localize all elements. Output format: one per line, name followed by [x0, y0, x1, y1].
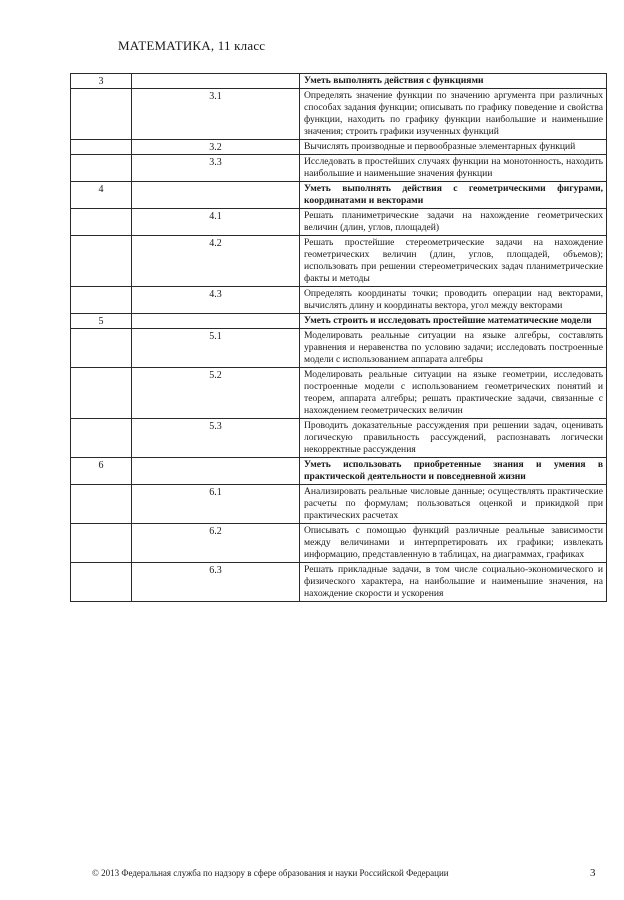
- section-code: 3: [71, 74, 132, 89]
- section-code: [71, 563, 132, 602]
- section-code: [71, 236, 132, 287]
- subsection-row: [71, 563, 607, 602]
- section-code: 5: [71, 314, 132, 329]
- subsection-code: 6.2: [132, 524, 300, 563]
- requirement-text: Уметь использовать приобретенные знания и умения в практической деятельности и повседневной жизни: [300, 458, 607, 485]
- section-code: 4: [71, 182, 132, 209]
- section-row: [71, 74, 607, 89]
- section-code: [71, 155, 132, 182]
- subsection-code: [132, 314, 300, 329]
- section-code: [71, 485, 132, 524]
- subsection-row: [71, 524, 607, 563]
- requirement-text: Определять координаты точки; проводить операции над векторами, вычислять длину и координаты вектора, угол между векторами: [300, 287, 607, 314]
- section-row: [71, 182, 607, 209]
- subsection-code: 4.2: [132, 236, 300, 287]
- subsection-code: 3.2: [132, 140, 300, 155]
- subsection-code: 5.3: [132, 419, 300, 458]
- section-code: [71, 524, 132, 563]
- subsection-row: [71, 368, 607, 419]
- requirement-text: Уметь выполнять действия с геометрическими фигурами, координатами и векторами: [300, 182, 607, 209]
- subsection-code: 4.3: [132, 287, 300, 314]
- subsection-row: [71, 89, 607, 140]
- subsection-code: 3.3: [132, 155, 300, 182]
- subsection-row: [71, 485, 607, 524]
- subsection-code: 4.1: [132, 209, 300, 236]
- subsection-code: 6.1: [132, 485, 300, 524]
- section-code: [71, 209, 132, 236]
- requirement-text: Решать прикладные задачи, в том числе социально-экономического и физического характера, на наибольшие и наименьшие значения, на нахождение скорости и ускорения: [300, 563, 607, 602]
- requirement-text: Проводить доказательные рассуждения при решении задач, оценивать логическую правильность рассуждений, распознавать логически некорректные рассуждения: [300, 419, 607, 458]
- subsection-row: [71, 140, 607, 155]
- subsection-row: [71, 419, 607, 458]
- section-code: [71, 419, 132, 458]
- section-row: [71, 458, 607, 485]
- section-code: [71, 287, 132, 314]
- subsection-row: [71, 287, 607, 314]
- requirement-text: Уметь выполнять действия с функциями: [300, 74, 607, 89]
- requirements-table-body: [71, 74, 607, 602]
- subsection-row: [71, 155, 607, 182]
- subsection-code: 5.1: [132, 329, 300, 368]
- subsection-code: 3.1: [132, 89, 300, 140]
- requirements-table: [70, 73, 607, 602]
- subsection-code: 6.3: [132, 563, 300, 602]
- requirement-text: Описывать с помощью функций различные реальные зависимости между величинами и интерпретировать их графики; извлекать информацию, представленную в таблицах, на диаграммах, графиках: [300, 524, 607, 563]
- footer-copyright: © 2013 Федеральная служба по надзору в сфере образования и науки Российской Федерации: [92, 868, 449, 878]
- requirement-text: Моделировать реальные ситуации на языке геометрии, исследовать построенные модели с использованием геометрических понятий и теорем, аппарата алгебры; решать практические задачи, связанные с нахождением геометрических величин: [300, 368, 607, 419]
- subsection-code: [132, 458, 300, 485]
- requirement-text: Уметь строить и исследовать простейшие математические модели: [300, 314, 607, 329]
- requirement-text: Анализировать реальные числовые данные; осуществлять практические расчеты по формулам; пользоваться оценкой и прикидкой при практических расчетах: [300, 485, 607, 524]
- requirement-text: Определять значение функции по значению аргумента при различных способах задания функции; описывать по графику поведение и свойства функции, находить по графику функции наибольшие и наименьшие значения; строить графики изученных функций: [300, 89, 607, 140]
- section-code: [71, 329, 132, 368]
- subsection-code: [132, 182, 300, 209]
- subsection-row: [71, 236, 607, 287]
- requirement-text: Решать планиметрические задачи на нахождение геометрических величин (длин, углов, площадей): [300, 209, 607, 236]
- requirement-text: Вычислять производные и первообразные элементарных функций: [300, 140, 607, 155]
- section-row: [71, 314, 607, 329]
- subsection-code: [132, 74, 300, 89]
- section-code: 6: [71, 458, 132, 485]
- subsection-row: [71, 329, 607, 368]
- requirement-text: Исследовать в простейших случаях функции на монотонность, находить наибольшие и наименьшие значения функции: [300, 155, 607, 182]
- requirement-text: Моделировать реальные ситуации на языке алгебры, составлять уравнения и неравенства по условию задачи; исследовать построенные модели с использованием аппарата алгебры: [300, 329, 607, 368]
- page-header: МАТЕМАТИКА, 11 класс: [118, 38, 266, 53]
- section-code: [71, 368, 132, 419]
- subsection-code: 5.2: [132, 368, 300, 419]
- requirement-text: Решать простейшие стереометрические задачи на нахождение геометрических величин (длин, углов, площадей, объемов); использовать при решении стереометрических задач планиметрические факты и методы: [300, 236, 607, 287]
- subsection-row: [71, 209, 607, 236]
- page-number: 3: [590, 867, 596, 879]
- section-code: [71, 89, 132, 140]
- section-code: [71, 140, 132, 155]
